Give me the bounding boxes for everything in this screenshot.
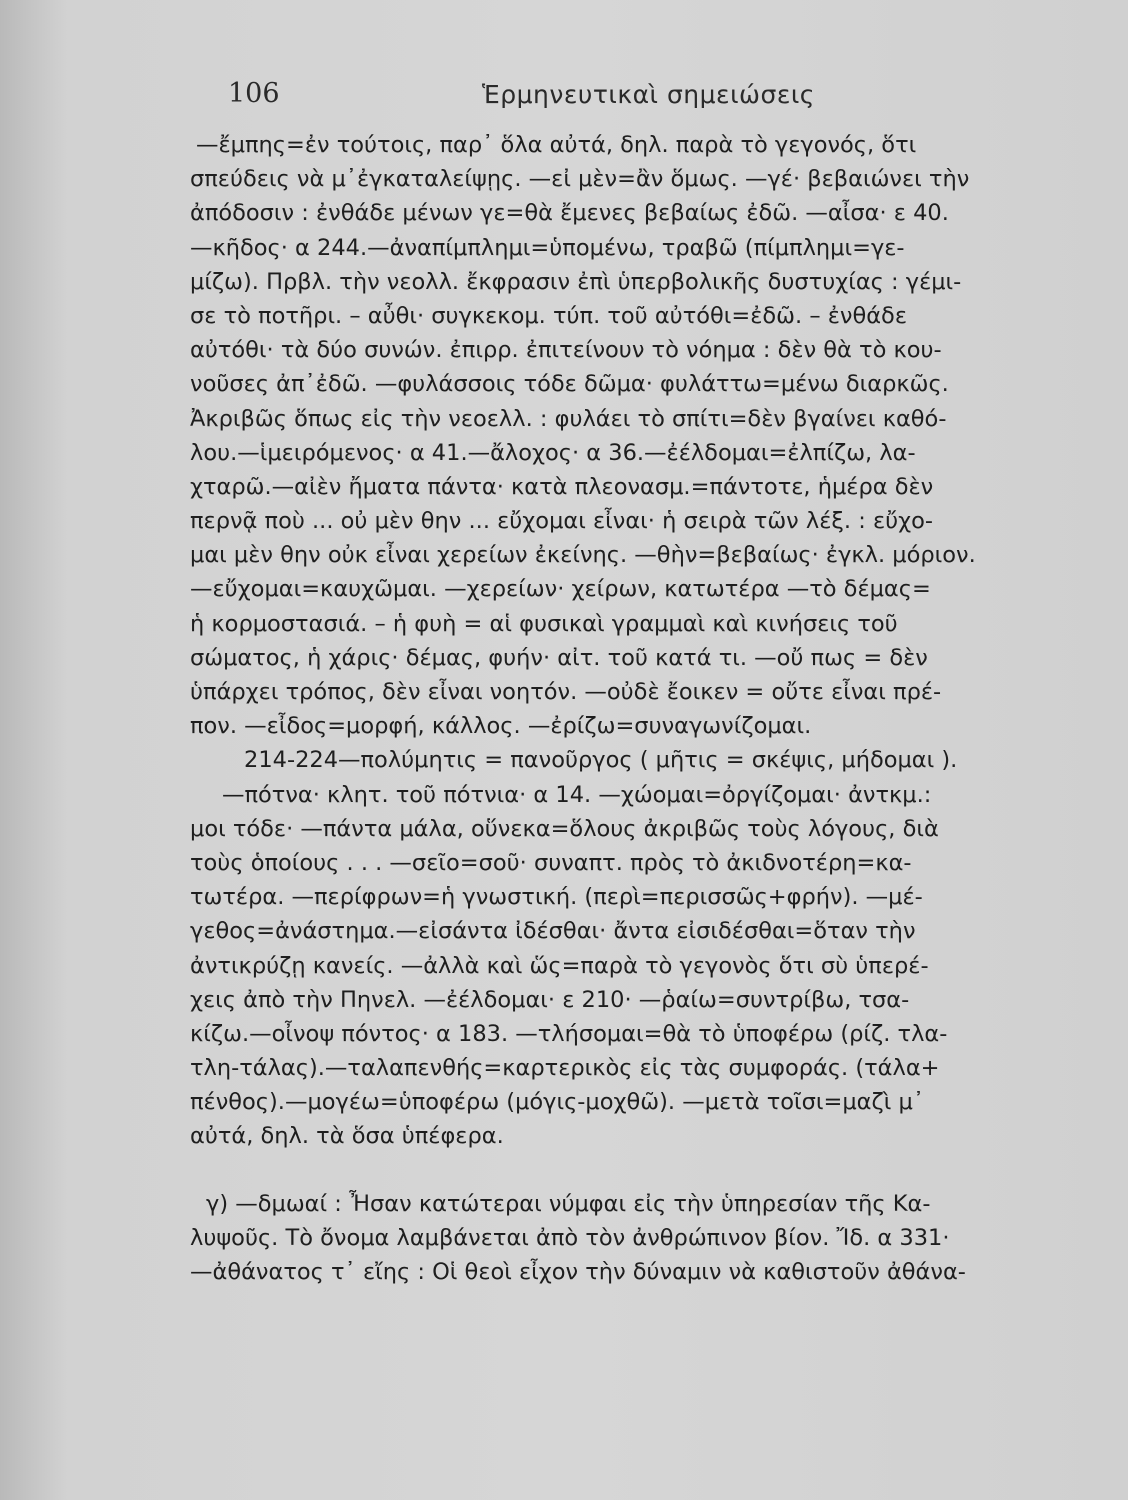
text-line: χταρῶ.—αἰὲν ἤματα πάντα· κατὰ πλεονασμ.=πάντοτε, ἡμέρα δὲν [190, 473, 934, 500]
text-line: μίζω). Πρβλ. τὴν νεολλ. ἔκφρασιν ἐπὶ ὑπερβολικῆς δυστυχίας : γέμι- [190, 268, 962, 295]
text-line: —ἀθάνατος τ᾽ εἴης : Οἱ θεοὶ εἶχον τὴν δύναμιν νὰ καθιστοῦν ἀθάνα- [190, 1259, 966, 1285]
page-header [228, 72, 1128, 122]
text-line: Ἀκριβῶς ὅπως εἰς τὴν νεοελλ. : φυλάει τὸ σπίτι=δὲν βγαίνει καθό- [190, 405, 947, 432]
text-line: αὐτά, δηλ. τὰ ὅσα ὑπέφερα. [190, 1123, 504, 1150]
text-line: —κῆδος· α 244.—ἀναπίμπλημι=ὑπομένω, τραβῶ (πίμπλημι=γε- [190, 234, 905, 261]
text-line: λου.—ἱμειρόμενος· α 41.—ἄλοχος· α 36.—ἐέλδομαι=ἐλπίζω, λα- [190, 439, 916, 466]
paragraph-1 [190, 128, 1128, 743]
text-line: τωτέρα. —περίφρων=ἡ γνωστική. (περὶ=περισσῶς+φρήν). —μέ- [190, 884, 923, 911]
paragraph-2 [190, 743, 1128, 1153]
running-head: Ἑρμηνευτικαὶ σημειώσεις [482, 80, 815, 109]
text-line: τοὺς ὁποίους . . . —σεῖο=σοῦ· συναπτ. πρὸς τὸ ἀκιδνοτέρη=κα- [190, 849, 912, 876]
text-line: ὑπάρχει τρόπος, δὲν εἶναι νοητόν. —οὐδὲ ἔοικεν = οὔτε εἶναι πρέ- [190, 679, 942, 705]
page-number: 106 [228, 78, 280, 109]
text-line: περνᾷ ποὺ ... οὐ μὲν θην ... εὔχομαι εἶναι· ἡ σειρὰ τῶν λέξ. : εὔχο- [190, 508, 934, 535]
text-line: αὐτόθι· τὰ δύο συνών. ἐπιρρ. ἐπιτείνουν τὸ νόημα : δὲν θὰ τὸ κου- [190, 337, 942, 364]
body-text [190, 128, 1128, 1289]
text-line: μαι μὲν θην οὐκ εἶναι χερείων ἐκείνης. —θὴν=βεβαίως· ἐγκλ. μόριον. [190, 542, 976, 569]
paragraph-gap [190, 1154, 1128, 1187]
text-line: ἀντικρύζῃ κανείς. —ἀλλὰ καὶ ὥς=παρὰ τὸ γεγονὸς ὅτι σὺ ὑπερέ- [190, 952, 929, 979]
paragraph-3 [190, 1187, 1128, 1290]
text-line: τλη-τάλας).—ταλαπενθής=καρτερικὸς εἰς τὰς συμφοράς. (τάλα+ [190, 1055, 940, 1082]
text-line: νοῦσες ἀπ᾽ἐδῶ. —φυλάσσοις τόδε δῶμα· φυλάττω=μένω διαρκῶς. [190, 371, 949, 398]
text-line: 214-224—πολύμητις = πανοῦργος ( μῆτις = σκέψις, μήδομαι ). [244, 747, 958, 774]
text-line: σπεύδεις νὰ μ᾽ἐγκαταλείψῃς. —εἰ μὲν=ἂν ὅμως. —γέ· βεβαιώνει τὴν [190, 166, 970, 193]
text-line: ἡ κορμοστασιά. – ἡ φυὴ = αἱ φυσικαὶ γραμμαὶ καὶ κινήσεις τοῦ [190, 610, 898, 637]
text-line: γ) —δμωαί : Ἦσαν κατώτεραι νύμφαι εἰς τὴν ὑπηρεσίαν τῆς Κα- [206, 1190, 931, 1217]
text-line: πένθος).—μογέω=ὑποφέρω (μόγις-μοχθῶ). —μετὰ τοῖσι=μαζὶ μ᾽ [190, 1089, 925, 1116]
text-line: ἀπόδοσιν : ἐνθάδε μένων γε=θὰ ἔμενες βεβαίως ἐδῶ. —αἶσα· ε 40. [190, 200, 949, 227]
text-line: μοι τόδε· —πάντα μάλα, οὕνεκα=ὅλους ἀκριβῶς τοὺς λόγους, διὰ [190, 815, 939, 842]
text-line: σώματος, ἡ χάρις· δέμας, φυήν· αἰτ. τοῦ κατά τι. —οὔ πως = δὲν [190, 644, 928, 671]
text-line: —πότνα· κλητ. τοῦ πότνια· α 14. —χώομαι=ὀργίζομαι· ἀντκμ.: [222, 781, 932, 808]
text-line: κίζω.—οἶνοψ πόντος· α 183. —τλήσομαι=θὰ τὸ ὑποφέρω (ρίζ. τλα- [190, 1020, 948, 1047]
text-line: —ἔμπης=ἐν τούτοις, παρ᾽ ὅλα αὐτά, δηλ. παρὰ τὸ γεγονός, ὅτι [196, 132, 917, 158]
text-line: —εὔχομαι=καυχῶμαι. —χερείων· χείρων, κατωτέρα —τὸ δέμας= [190, 576, 931, 603]
text-line: πον. —εἶδος=μορφή, κάλλος. —ἐρίζω=συναγωνίζομαι. [190, 713, 812, 740]
text-line: χεις ἀπὸ τὴν Πηνελ. —ἐέλδομαι· ε 210· —ῥαίω=συντρίβω, τσα- [190, 986, 910, 1013]
text-line: γεθος=ἀνάστημα.—εἰσάντα ἰδέσθαι· ἄντα εἰσιδέσθαι=ὅταν τὴν [190, 918, 916, 945]
text-line: σε τὸ ποτῆρι. – αὖθι· συγκεκομ. τύπ. τοῦ αὐτόθι=ἐδῶ. – ἐνθάδε [190, 302, 907, 329]
text-line: λυψοῦς. Τὸ ὄνομα λαμβάνεται ἀπὸ τὸν ἀνθρώπινον βίον. Ἴδ. α 331· [190, 1224, 950, 1251]
